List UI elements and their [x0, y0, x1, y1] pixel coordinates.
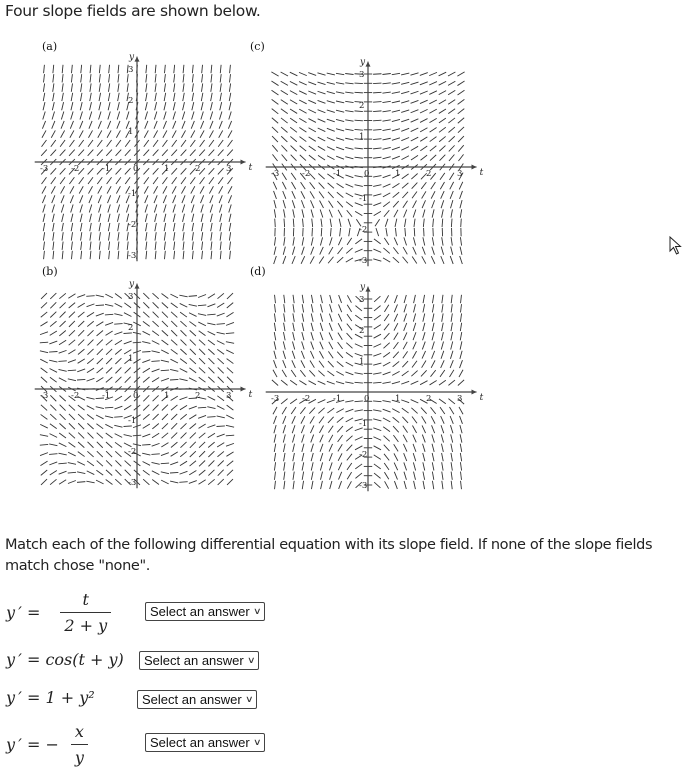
svg-text:2: 2	[195, 391, 201, 401]
svg-text:-3: -3	[271, 169, 280, 179]
chevron-down-icon: ∨	[252, 737, 262, 747]
svg-text:1: 1	[395, 169, 401, 179]
question-3	[6, 688, 95, 707]
equation-4-lhs: y ′ = −	[6, 735, 59, 754]
svg-text:y: y	[360, 57, 366, 68]
slope-field-c	[248, 40, 488, 265]
svg-text:1: 1	[164, 164, 170, 174]
equation-4	[6, 722, 92, 767]
mouse-cursor-icon	[669, 236, 683, 256]
slope-field-d	[248, 265, 488, 490]
svg-text:-2: -2	[71, 164, 80, 174]
svg-text:1: 1	[359, 357, 365, 367]
svg-text:2: 2	[426, 394, 432, 404]
answer-select-4[interactable]	[145, 733, 265, 752]
slope-field-b-svg	[30, 265, 253, 490]
svg-text:0: 0	[133, 391, 139, 401]
svg-text:t: t	[248, 390, 253, 400]
svg-text:2: 2	[128, 96, 134, 106]
answer-select-1-label: Select an answer	[150, 604, 250, 619]
chevron-down-icon: ∨	[252, 606, 262, 616]
equation-2	[6, 650, 124, 669]
plot-label-c: (c)	[250, 40, 265, 53]
question-1	[6, 590, 115, 635]
svg-text:y: y	[129, 52, 135, 63]
svg-text:3: 3	[359, 70, 365, 80]
svg-text:-1: -1	[102, 164, 111, 174]
chevron-down-icon: ∨	[246, 655, 256, 665]
svg-text:-3: -3	[40, 164, 49, 174]
svg-text:-2: -2	[359, 450, 368, 460]
svg-text:1: 1	[395, 394, 401, 404]
slope-field-a-svg	[30, 40, 253, 265]
svg-text:-2: -2	[302, 394, 311, 404]
svg-text:-1: -1	[102, 391, 111, 401]
equation-1-denominator: 2 + y	[60, 612, 111, 635]
answer-select-1[interactable]	[145, 602, 265, 621]
svg-text:2: 2	[359, 101, 365, 111]
equation-4-fraction	[71, 722, 88, 767]
svg-text:3: 3	[226, 391, 232, 401]
svg-text:y: y	[129, 279, 135, 290]
svg-text:0: 0	[364, 169, 370, 179]
question-2	[6, 650, 124, 669]
question-4	[6, 722, 92, 767]
plot-label-b: (b)	[42, 265, 58, 278]
svg-text:-1: -1	[333, 169, 342, 179]
svg-text:-1: -1	[359, 419, 368, 429]
equation-1	[6, 590, 115, 635]
svg-text:1: 1	[164, 391, 170, 401]
svg-text:1: 1	[128, 127, 134, 137]
svg-text:3: 3	[457, 169, 463, 179]
intro-text: Four slope fields are shown below.	[5, 2, 261, 20]
svg-text:-1: -1	[128, 416, 137, 426]
slope-field-c-svg	[248, 40, 488, 265]
svg-text:-3: -3	[271, 394, 280, 404]
svg-text:t: t	[479, 168, 484, 178]
chevron-down-icon: ∨	[244, 694, 254, 704]
slope-field-d-svg	[248, 265, 488, 490]
answer-select-3[interactable]	[137, 690, 257, 709]
svg-text:3: 3	[226, 164, 232, 174]
svg-text:-2: -2	[128, 447, 137, 457]
equation-1-numerator: t	[82, 590, 89, 609]
slope-field-b	[30, 265, 253, 490]
svg-text:-2: -2	[359, 225, 368, 235]
svg-text:-1: -1	[128, 189, 137, 199]
svg-text:3: 3	[128, 65, 134, 75]
answer-select-2-label: Select an answer	[144, 653, 244, 668]
svg-text:y: y	[360, 282, 366, 293]
svg-text:-2: -2	[302, 169, 311, 179]
equation-4-numerator: x	[74, 722, 84, 741]
equation-3-text: y ′ = 1 + y²	[6, 688, 95, 707]
svg-text:-1: -1	[359, 194, 368, 204]
equation-2-text: y ′ = cos(t + y)	[6, 650, 124, 669]
equation-1-fraction	[60, 590, 111, 635]
svg-text:1: 1	[359, 132, 365, 142]
svg-text:-3: -3	[359, 481, 368, 491]
svg-text:2: 2	[359, 326, 365, 336]
instructions-text: Match each of the following differential equation with its slope field. If none of the slope fields match chose "none".	[5, 537, 653, 574]
equation-3	[6, 688, 95, 707]
answer-select-4-label: Select an answer	[150, 735, 250, 750]
svg-text:2: 2	[195, 164, 201, 174]
svg-text:-2: -2	[71, 391, 80, 401]
answer-select-2[interactable]	[139, 651, 259, 670]
svg-text:-2: -2	[128, 220, 137, 230]
svg-text:2: 2	[128, 323, 134, 333]
svg-text:-3: -3	[359, 256, 368, 266]
plot-label-a: (a)	[42, 40, 58, 53]
svg-text:3: 3	[457, 394, 463, 404]
svg-text:0: 0	[133, 164, 139, 174]
answer-select-3-label: Select an answer	[142, 692, 242, 707]
svg-text:3: 3	[359, 295, 365, 305]
equation-4-denominator: y	[71, 744, 88, 767]
plot-label-d: (d)	[250, 265, 266, 278]
svg-text:-3: -3	[40, 391, 49, 401]
svg-text:2: 2	[426, 169, 432, 179]
svg-text:3: 3	[128, 292, 134, 302]
svg-text:-3: -3	[128, 478, 137, 488]
slope-field-a	[30, 40, 253, 265]
svg-text:0: 0	[364, 394, 370, 404]
svg-text:-3: -3	[128, 251, 137, 261]
svg-text:1: 1	[128, 354, 134, 364]
equation-1-lhs: y ′ =	[6, 603, 41, 622]
svg-text:t: t	[248, 163, 253, 173]
svg-text:t: t	[479, 393, 484, 403]
svg-text:-1: -1	[333, 394, 342, 404]
